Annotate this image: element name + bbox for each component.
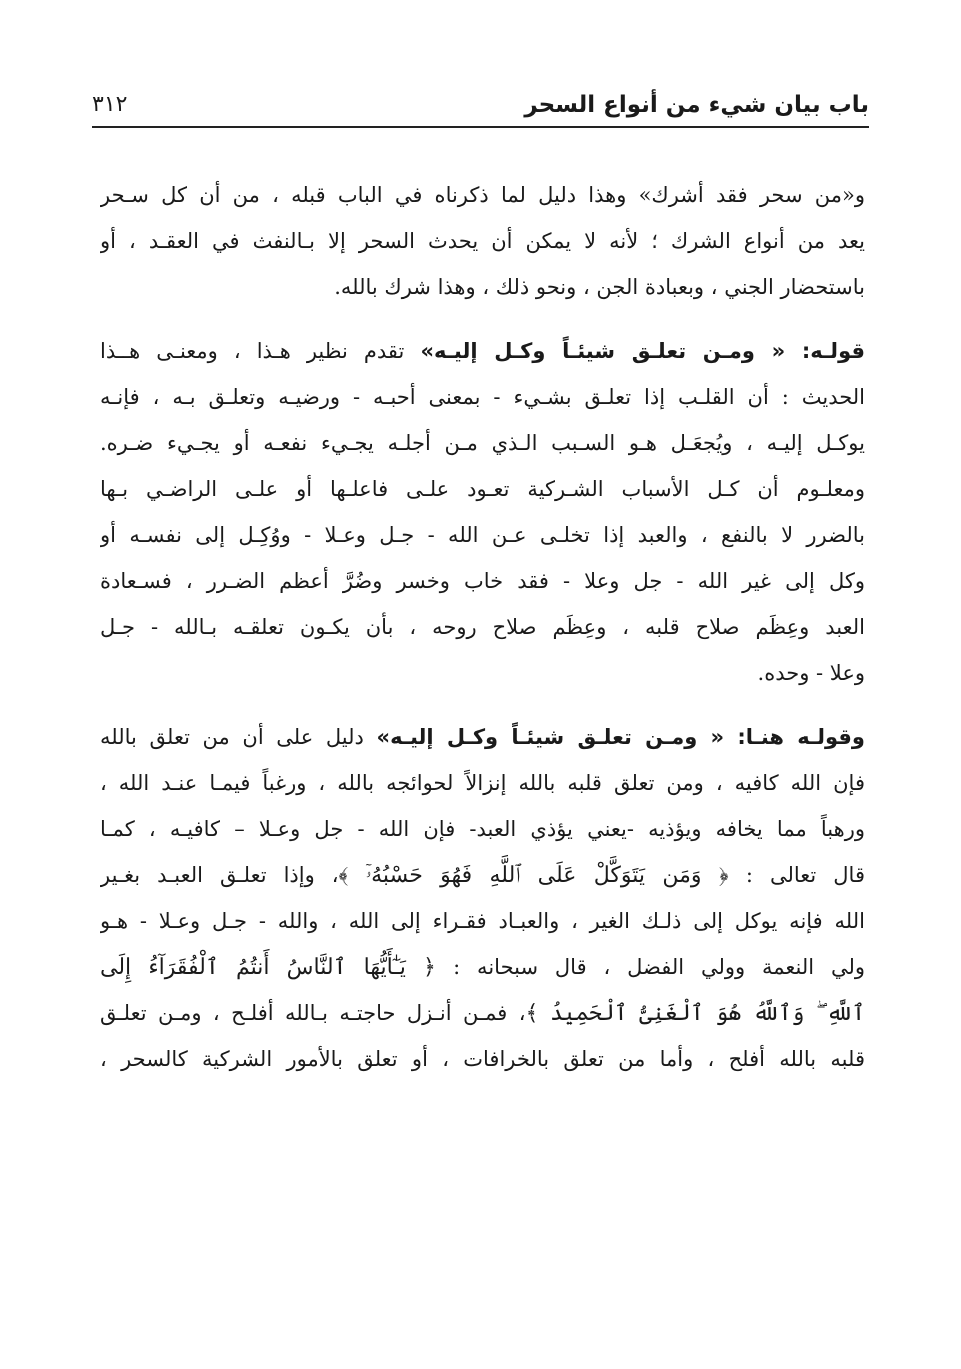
- text-line: قولـه: « ومـن تعلـق شيئـاً وكـل إليـه» تقدم نظير هـذا ، ومعنـى هــذا: [100, 339, 865, 363]
- text-line: الحديث : أن القلـب إذا تعلـق بشـيء - بمعنى أحبـه - ورضيـه وتعلـق بـه ، فإنـه: [100, 385, 865, 409]
- text-line: يعد من أنواع الشرك ؛ لأنه لا يمكن أن يحدث السحر إلا بـالنفث في العقـد ، أو: [100, 229, 865, 253]
- quran-verse: ﴿ وَمَن يَتَوَكَّلْ عَلَى ٱللَّهِ فَهُوَ حَسْبُهُۥٓ ﴾: [338, 863, 746, 888]
- paragraph-lead: قولـه:: [801, 339, 865, 363]
- hadith-quote: « ومـن تعلـق شيئـاً وكـل إليـه»: [376, 725, 738, 749]
- text-line: ولي النعمة وولي الفضل ، قال سبحانه : ﴿ يَـٰٓأَيُّهَا ٱلنَّاسُ أَنتُمُ ٱلْفُقَرَآءُ إِلَى: [100, 955, 865, 980]
- text-line: وعلا - وحده.: [757, 661, 865, 685]
- text-line: قال تعالى : ﴿ وَمَن يَتَوَكَّلْ عَلَى ٱللَّهِ فَهُوَ حَسْبُهُۥٓ ﴾، وإذا تعلـق العبـد بغـير: [100, 863, 865, 888]
- text-line: الله فإنه يوكل إلى ذلـك الغير ، والعبـاد فقـراء إلى الله ، والله - جـل وعـلا - هـو: [100, 909, 865, 933]
- text-line: وقولـه هنـا: « ومـن تعلـق شيئـاً وكـل إليـه» دليل على أن من تعلق بالله: [100, 725, 865, 749]
- paragraph-lead: وقولـه هنـا:: [737, 725, 865, 749]
- text-line: ورهباً مما يخافه ويؤذيه -يعني يؤذي العبد- فإن الله - جل وعـلا – كافيـه ، كمـا: [100, 817, 865, 841]
- paragraph-3: [100, 714, 865, 1082]
- paragraph-2: [100, 328, 865, 696]
- quran-verse: ٱللَّهِ ۖ وَٱللَّهُ هُوَ ٱلْغَنِىُّ ٱلْحَمِيدُ ﴾: [525, 1001, 865, 1026]
- text-line: باستحضار الجني ، وبعبادة الجن ، ونحو ذلك ، وهذا شرك بالله.: [334, 275, 865, 299]
- text-line: يوكـل إليـه ، ويُجعَـل هـو السـبب الـذي مـن أجلـه يجـيء نفعـه أو يجـيء ضـره.: [100, 431, 865, 455]
- text-line: قلبه بالله أفلح ، وأما من تعلق بالخرافات ، أو تعلق بالأمور الشركية كالسحر ،: [100, 1047, 865, 1071]
- paragraph-spacer: [100, 696, 865, 714]
- page-header: [92, 86, 869, 126]
- quran-verse: ﴿ يَـٰٓأَيُّهَا ٱلنَّاسُ أَنتُمُ ٱلْفُقَرَآءُ إِلَى: [100, 955, 454, 980]
- text-line: فإن الله كافيه ، ومن تعلق قلبه بالله إنزالاً لحوائجه بالله ، ورغباً فيمـا عنـد الله ،: [100, 771, 865, 795]
- hadith-quote: « ومـن تعلـق شيئـاً وكـل إليـه»: [420, 339, 802, 363]
- paragraph-1: [100, 172, 865, 310]
- paragraph-spacer: [100, 310, 865, 328]
- text-line: ٱللَّهِ ۖ وَٱللَّهُ هُوَ ٱلْغَنِىُّ ٱلْحَمِيدُ ﴾، فمـن أنـزل حاجتـه بـالله أفلـح ، ومـن تعلـق: [100, 1001, 865, 1026]
- text-line: العبد وعِظَم صلاح قلبه ، وعِظَم صلاح روحه ، بأن يكـون تعلقـه بـالله - جـل: [100, 615, 865, 639]
- chapter-title: باب بيان شيء من أنواع السحر: [524, 92, 869, 118]
- header-divider: [92, 126, 869, 128]
- page-number: ٣١٢: [92, 92, 128, 117]
- body-text: [100, 172, 865, 1082]
- text-line: ومعلـوم أن كـل الأسباب الشـركية تعـود علـى فاعلـها أو علـى الراضـي بـها: [100, 477, 865, 501]
- text-line: وكل إلى غير الله - جل وعلا - فقد خاب وخسر وضُرَّ أعظم الضـرر ، فسـعادة: [100, 569, 865, 593]
- text-line: و«من سحر فقد أشرك» وهذا دليل لما ذكرناه في الباب قبله ، من أن كل سـحر: [100, 183, 865, 207]
- text-line: بالضرر لا بالنفع ، والعبد إذا تخلـى عـن الله - جـل وعـلا - ووُكِـل إلى نفسـه أو: [100, 523, 865, 547]
